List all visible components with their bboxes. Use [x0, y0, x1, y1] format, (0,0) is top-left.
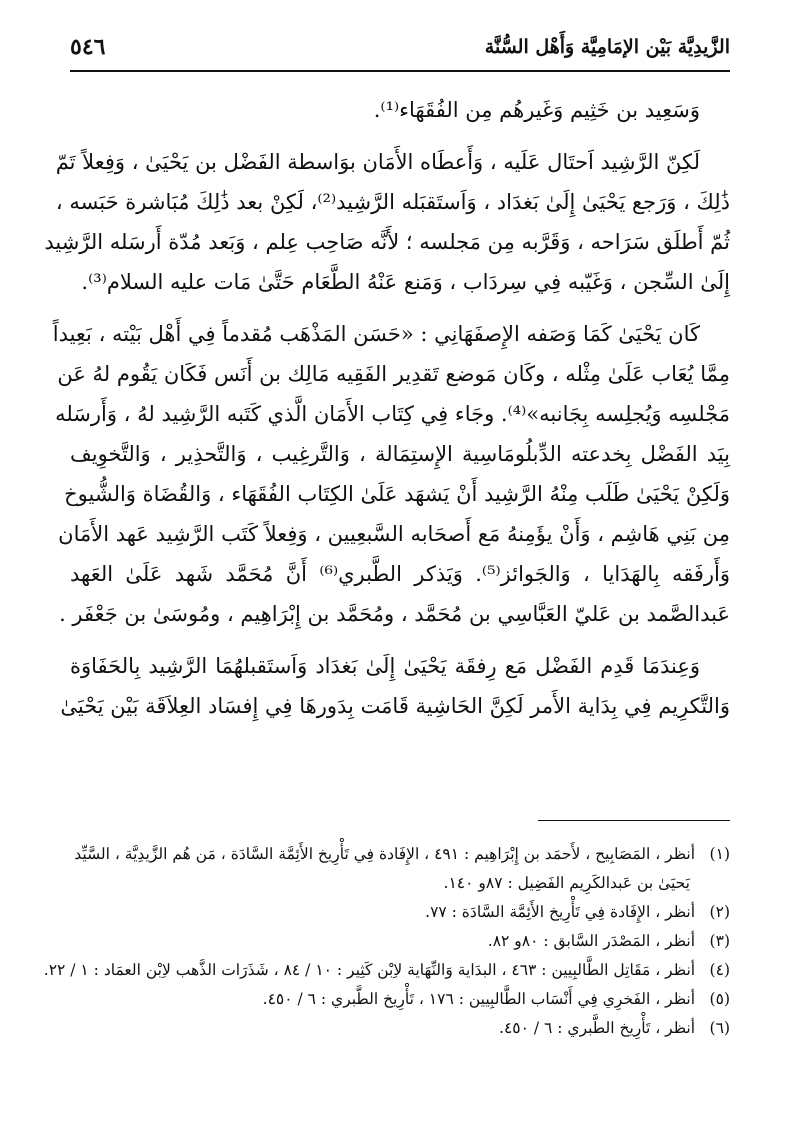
paragraph-2: [44, 142, 730, 302]
text-line: عَبدالصَّمد بن عَليّ العَبَّاسِي بن مُحَمَّد ، ومُحَمَّد بن إِبْرَاهِيم ، ومُوسَىٰ بن جَعْفَر .: [59, 602, 730, 626]
footnote-number: (٦): [709, 1019, 730, 1037]
footnote-4: [43, 956, 730, 985]
page-number: ٥٤٦: [70, 34, 106, 60]
text-line: وَالتَّكرِيم فِي بِدَاية الأَمر لَكِنَّ الحَاشِية قَامَت بِدَورهَا فِي إِفسَاد العِلاَقَة بَيْن يَحْيَىٰ: [60, 694, 730, 718]
footnote-text-continued: يَحيَىٰ بن عَبدالكَرِيم الفَضِيل : ٨٧و ١٤٠.: [443, 874, 690, 892]
text-line: وَلَكِنْ يَحْيَىٰ طَلَب مِنْهُ الرَّشِيد أَنْ يَشهَد عَلَىٰ الكِتَاب الفُقَهَاء ، وَالقُضَاة وَالشُّيوخ: [64, 482, 730, 506]
footnote-text: أنظر ، المَصْدَر السَّابق : ٨٠و ٨٢.: [487, 932, 696, 950]
text-line: وَسَعِيد بن خَثِيم وَغَيرهُم مِن الفُقَهَاء⁽¹⁾.: [373, 98, 700, 122]
text-line: بِيَد الفَضْل بِخدعته الدِّبلُومَاسِية الإِستِمَالة ، وَالتَّرغِيب ، وَالتَّحذِير ، وَالتَّخوِيف: [70, 442, 730, 466]
text-line: مِن بَنِي هَاشِم ، وَأَنْ يؤَمِنهُ مَع أَصحَابه السَّبعِيين ، وَفِعلاً كَتَب الرَّشِيد عَهد الأَمَان: [58, 522, 730, 546]
text-line: مِمَّا يُعَاب عَلَىٰ مِثْله ، وكَان مَوضع تَقدِير الفَقِيه مَالِك بن أَنَس فَكَان يَقُوم لهُ عَن: [57, 362, 730, 386]
page-header: [70, 26, 730, 68]
body-text: [44, 90, 730, 738]
text-line: ثُمّ أَطلَق سَرَاحه ، وَقَرَّبه مِن مَجلسه ؛ لأَنَّه صَاحِب عِلم ، وَبَعد مُدّة أَرسَله الرَّشِيد: [44, 230, 730, 254]
footnote-number: (٣): [709, 932, 730, 950]
text-line: لَكِنّ الرَّشِيد اَحتَال عَلَيه ، وَأَعطَاه الأَمَان بوَاسطة الفَضْل بن يَحْيَىٰ ، وَفِعلاً تَمّ: [55, 150, 700, 174]
text-line: إِلَىٰ السِّجن ، وَغَيّبه فِي سِردَاب ، وَمَنع عَنْهُ الطَّعَام حَتَّىٰ مَات عليه السلام⁽³⁾.: [81, 270, 730, 294]
text-line: وَأَرفَقه بِالهَدَايا ، وَالجَوائز⁽⁵⁾. وَيَذكر الطَّبري⁽⁶⁾ أَنَّ مُحَمَّد شَهد عَلَىٰ العَهد: [70, 562, 730, 586]
text-line: مَجْلسِه وَيُجلِسه بِجَانبه»⁽⁴⁾. وجَاء فِي كِتَاب الأَمَان الَّذي كَتَبه الرَّشِيد لهُ ، وَأَرسَله: [55, 402, 730, 426]
paragraph-1: [70, 90, 730, 130]
text-line: كَان يَحْيَىٰ كَمَا وَصَفه الإِصفَهَانِي : «حَسَن المَذْهَب مُقدماً فِي أَهْل بَيْته ، بَعِيداً: [52, 322, 700, 346]
footnote-number: (٢): [709, 903, 730, 921]
footnote-5: [70, 985, 730, 1014]
paragraph-4: [60, 646, 730, 726]
footnote-number: (٤): [709, 961, 730, 979]
footnote-text: أنظر ، الإِفَادة فِي تَأْرِيخ الأَئِمَّة السَّادَة : ٧٧.: [425, 903, 696, 921]
footnotes: [43, 840, 730, 1043]
header-rule: [70, 70, 730, 72]
running-title: الزَّيدِيَّة بَيْن الإمَامِيَّة وَأَهْل السُّنَّة: [484, 36, 730, 58]
text-line: ذَٰلِكَ ، وَرَجع يَحْيَىٰ إِلَىٰ بَغدَاد ، وَاَستَقبَله الرَّشِيد⁽²⁾، لَكِنْ بعد ذَٰلِكَ مُبَاشرة حَبَسه ،: [55, 190, 730, 214]
text-line: وَعِندَمَا قَدِم الفَضْل مَع رِفقَة يَحْيَىٰ إِلَىٰ بَغدَاد وَاَستَقبلهُمَا الرَّشِيد بِالحَفَاوَة: [70, 654, 700, 678]
footnote-text: أنظر ، مَقَاتِل الطَّالبِيين : ٤٦٣ ، البدَاية وَالنِّهَاية لاِبْن كَثِير : ١٠ / ٨٤ ، شَذَرَات الذَّهب لاِبْن العمَاد : ١ / ٢٢.: [43, 961, 696, 979]
footnote-separator: [538, 820, 730, 821]
paragraph-3: [52, 314, 730, 634]
footnote-text: أنظر ، الفَخرِي فِي أَنْسَاب الطَّالبِيين : ١٧٦ ، تَأْرِيخ الطَّبري : ٦ / ٤٥٠.: [262, 990, 696, 1008]
footnote-2: [70, 898, 730, 927]
footnote-text: أنظر ، المَصَابِيح ، لأَحمَد بن إِبْرَاهِيم : ٤٩١ ، الإِفَادة فِي تَأْرِيخ الأَئِمَّة السَّادَة ، مَن هُم الزَّيدِيَّة ، السَّيِّد: [74, 845, 696, 863]
footnote-number: (٥): [709, 990, 730, 1008]
footnote-text: أنظر ، تَأْرِيخ الطَّبري : ٦ / ٤٥٠.: [499, 1019, 696, 1037]
footnote-3: [70, 927, 730, 956]
footnote-6: [70, 1014, 730, 1043]
footnote-1: [70, 840, 730, 898]
footnote-number: (١): [709, 845, 730, 863]
